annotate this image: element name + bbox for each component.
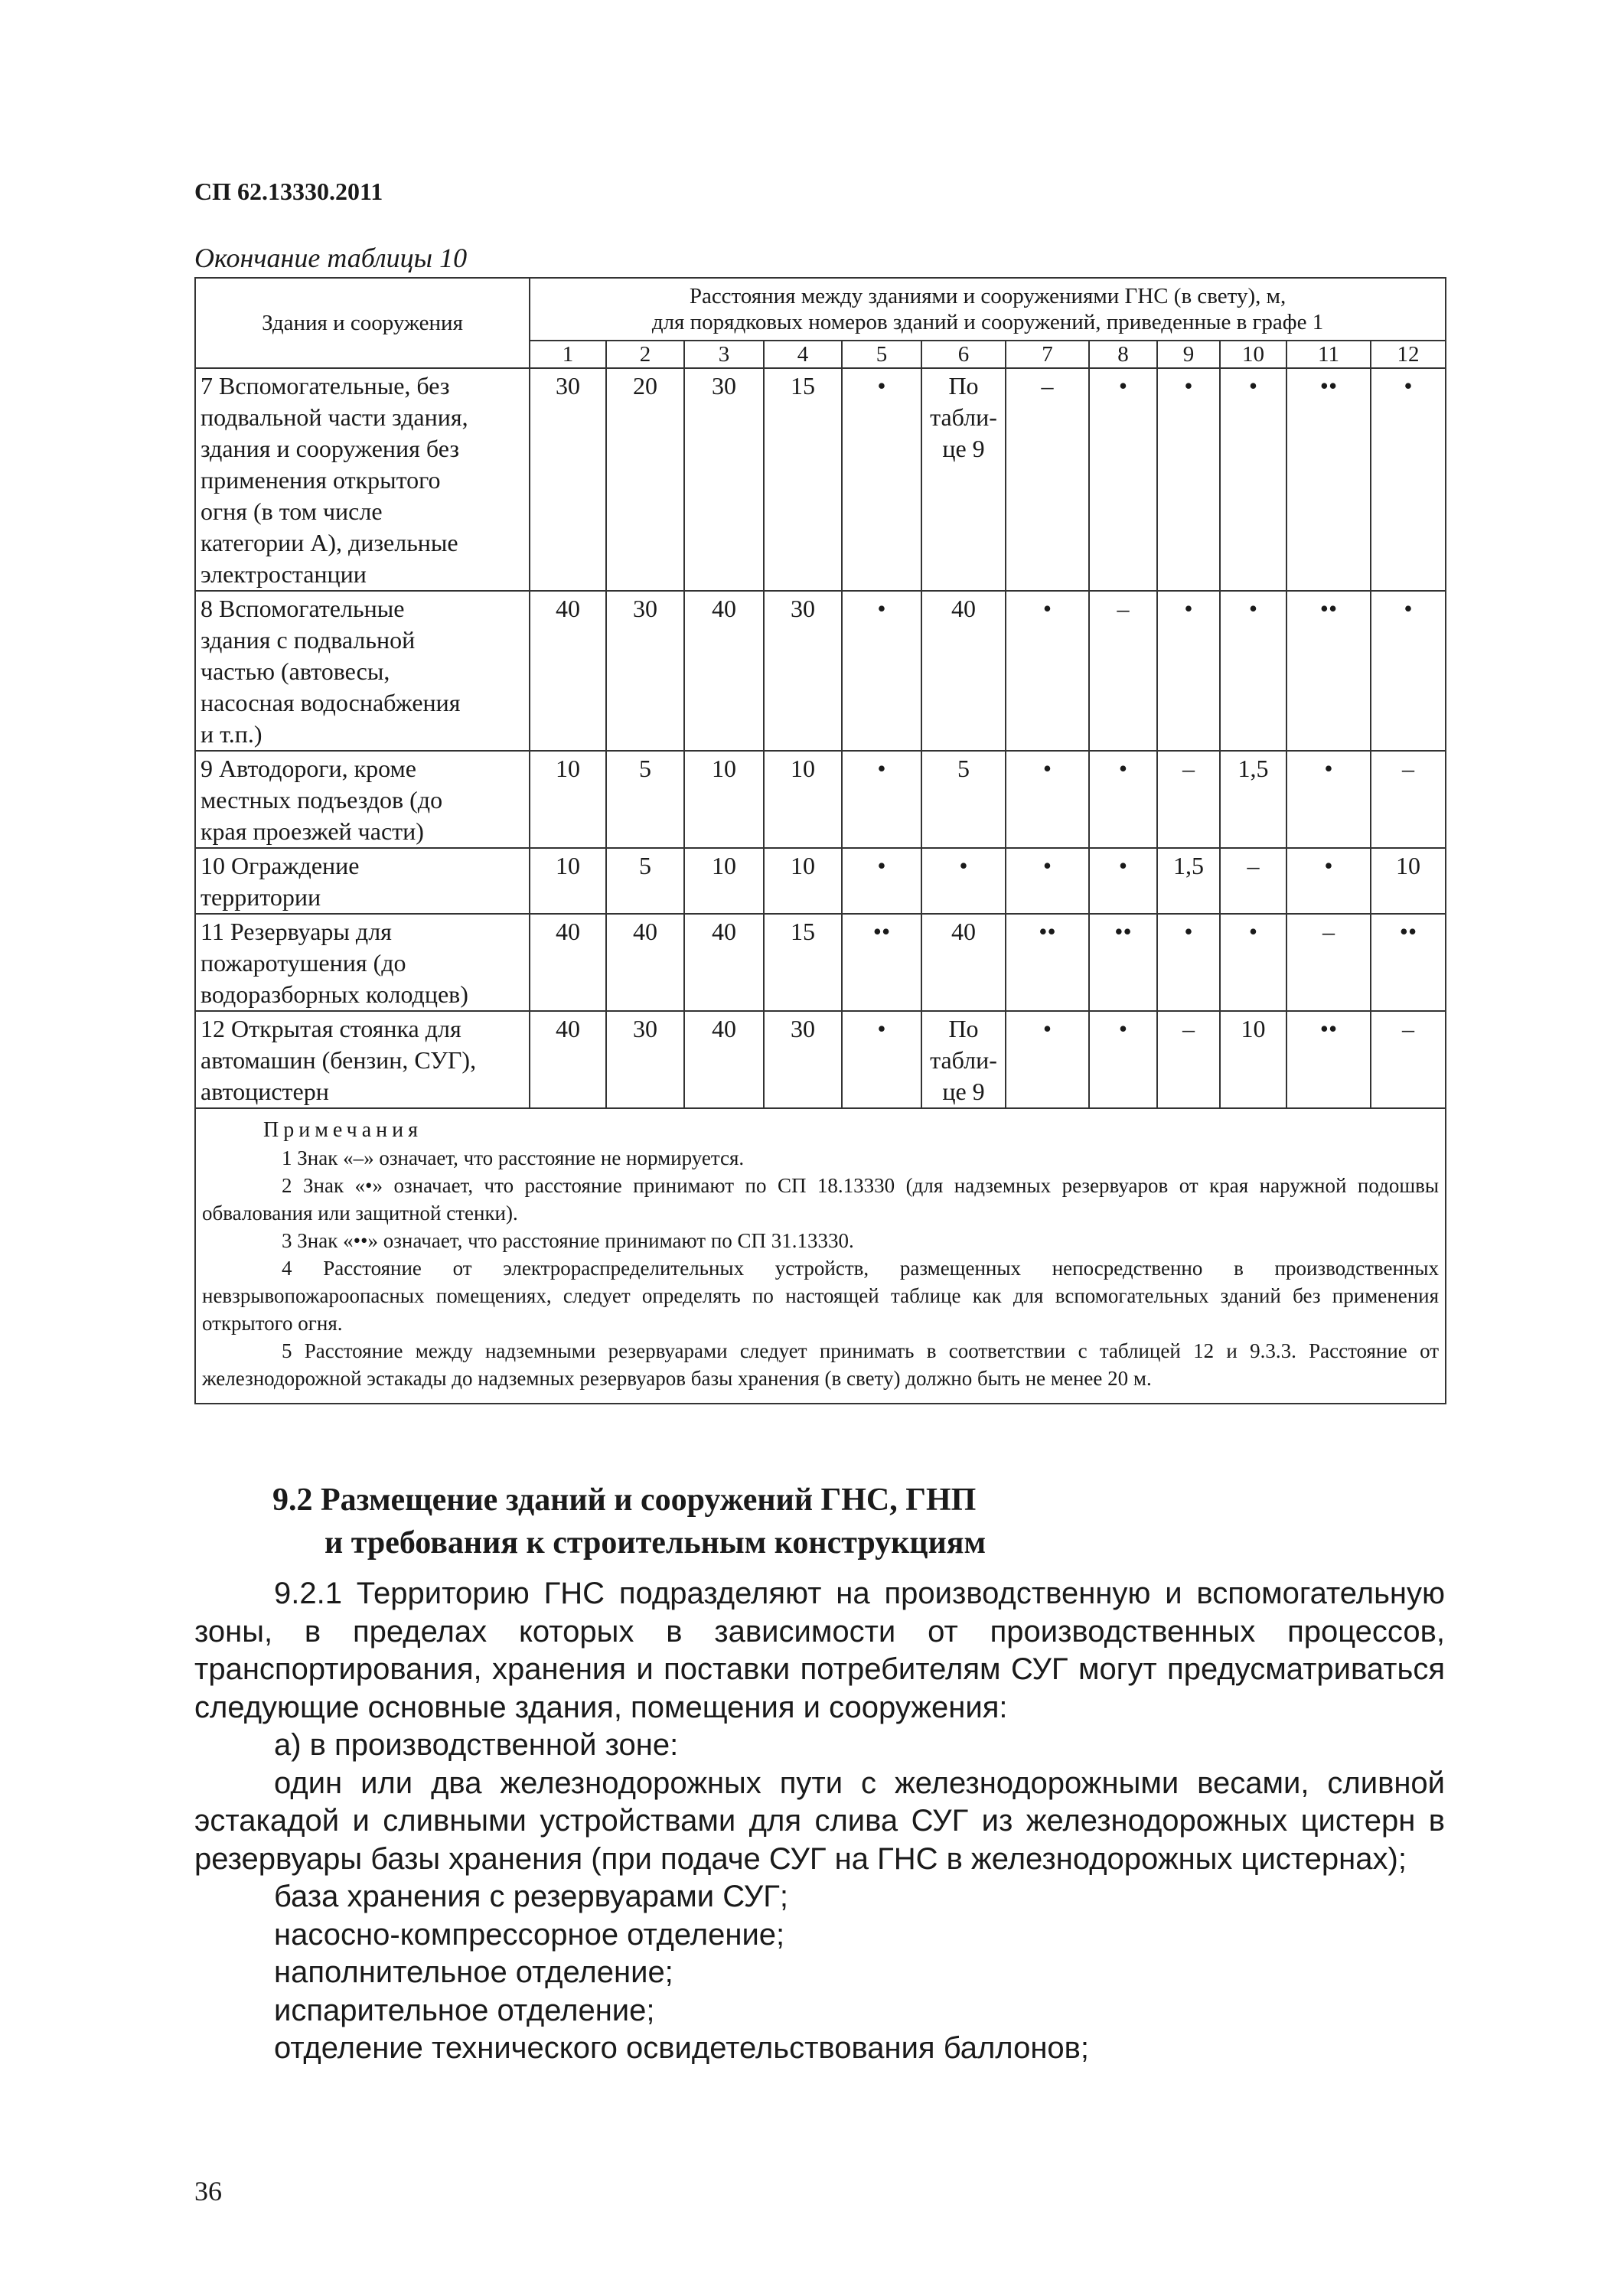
table-cell	[1157, 914, 1220, 1011]
table-cell	[1371, 848, 1446, 914]
row-label-line: категории А), дизельные	[201, 529, 458, 556]
cell-line: 30	[633, 595, 657, 622]
cell-line: 40	[951, 595, 976, 622]
table-cell	[764, 368, 842, 591]
table-cell	[1220, 848, 1286, 914]
cell-line: 10	[1241, 1015, 1266, 1042]
table-cell	[606, 368, 684, 591]
table-cell	[921, 848, 1006, 914]
column-number: 11	[1286, 341, 1371, 368]
cell-line: •	[1184, 595, 1193, 622]
cell-line: табли-	[930, 1046, 997, 1074]
table-cell	[1286, 848, 1371, 914]
cell-line: ••	[1319, 372, 1338, 400]
table-cell	[764, 1011, 842, 1108]
table-cell	[1371, 368, 1446, 591]
cell-line: •	[1324, 852, 1333, 879]
table-cell	[842, 1011, 921, 1108]
cell-line: ••	[1319, 1015, 1338, 1042]
table-cell	[1286, 591, 1371, 751]
cell-line: 10	[1396, 852, 1420, 879]
row-label	[195, 368, 530, 591]
cell-line: ••	[1039, 918, 1056, 945]
row-label-line: 11 Резервуары для	[201, 918, 392, 945]
table-cell	[684, 914, 764, 1011]
row-label	[195, 1011, 530, 1108]
table-cell	[842, 914, 921, 1011]
header-distances-line2: для порядковых номеров зданий и сооружений, приведенные в графе 1	[651, 310, 1324, 334]
table-cell	[1089, 914, 1157, 1011]
section-heading-line1: 9.2 Размещение зданий и сооружений ГНС, ГНП	[272, 1482, 977, 1518]
table-cell	[1286, 1011, 1371, 1108]
cell-line: •	[1042, 755, 1052, 782]
table-cell	[1089, 368, 1157, 591]
cell-line: •	[877, 1015, 886, 1042]
table-cell	[1089, 848, 1157, 914]
table-cell	[842, 591, 921, 751]
cell-line: •	[1184, 918, 1193, 945]
list-item: база хранения с резервуарами СУГ;	[274, 1880, 788, 1913]
cell-line: 5	[957, 755, 970, 782]
cell-line: 40	[712, 918, 736, 945]
table-cell	[530, 914, 606, 1011]
cell-line: –	[1182, 1015, 1195, 1042]
cell-line: •	[877, 372, 886, 400]
table-cell	[1220, 368, 1286, 591]
table-cell	[1157, 368, 1220, 591]
column-number: 2	[606, 341, 684, 368]
cell-line: 40	[712, 1015, 736, 1042]
cell-line: По	[948, 372, 979, 400]
row-label	[195, 914, 530, 1011]
section-heading-line2: и требования к строительным конструкциям	[324, 1525, 986, 1561]
cell-line: 40	[951, 918, 976, 945]
note: 4 Расстояние от электрораспределительных устройств, размещенных непосредственно в производственных невзрывопожароопасных помещениях, следует определять по настоящей таблице как для вспомогательных зданий без применения открытого огня.	[202, 1257, 1440, 1335]
section-heading	[272, 1479, 986, 1564]
table-cell	[1157, 591, 1220, 751]
notes-cell	[195, 1108, 1446, 1404]
row-label-line: частью (автовесы,	[201, 657, 390, 685]
cell-line: •	[1118, 1015, 1128, 1042]
cell-line: –	[1322, 918, 1335, 945]
table-cell	[921, 368, 1006, 591]
row-label-line: и т.п.)	[201, 720, 263, 748]
cell-line: –	[1402, 755, 1414, 782]
table-row	[195, 368, 1446, 591]
cell-line: •	[1324, 755, 1333, 782]
table-cell	[921, 591, 1006, 751]
header-distances-line1: Расстояния между зданиями и сооружениями ГНС (в свету), м,	[689, 284, 1286, 308]
row-label	[195, 591, 530, 751]
table-cell	[530, 848, 606, 914]
table-cell	[1220, 751, 1286, 848]
cell-line: ••	[872, 918, 891, 945]
table-header	[195, 278, 1446, 368]
table-cell	[764, 848, 842, 914]
row-label	[195, 848, 530, 914]
cell-line: •	[1118, 372, 1128, 400]
cell-line: –	[1041, 372, 1054, 400]
cell-line: ••	[1114, 918, 1132, 945]
row-label-line: автоцистерн	[201, 1078, 329, 1105]
table-body	[195, 368, 1446, 1108]
row-label-line: края проезжей части)	[201, 817, 424, 845]
cell-line: •	[1248, 595, 1258, 622]
cell-line: 10	[791, 852, 815, 879]
cell-line: 20	[633, 372, 657, 400]
cell-line: •	[959, 852, 968, 879]
row-label-line: здания и сооружения без	[201, 435, 459, 462]
row-label-line: электростанции	[201, 560, 367, 588]
paragraph: 9.2.1 Территорию ГНС подразделяют на производственную и вспомогательную зоны, в пределах которых в зависимости от производственных процессов, транспортирования, хранения и поставки потребителям СУГ могут предусматриваться следующие основные здания, помещения и сооружения:	[194, 1577, 1445, 1724]
table-cell	[842, 751, 921, 848]
table-caption: Окончание таблицы 10	[194, 243, 468, 273]
table-cell	[1371, 914, 1446, 1011]
table-cell	[764, 914, 842, 1011]
table-cell	[530, 591, 606, 751]
cell-line: 5	[639, 755, 651, 782]
cell-line: 40	[556, 1015, 580, 1042]
cell-line: –	[1182, 755, 1195, 782]
cell-line: 10	[556, 852, 580, 879]
column-number: 10	[1220, 341, 1286, 368]
cell-line: По	[948, 1015, 979, 1042]
cell-line: 40	[712, 595, 736, 622]
cell-line: це 9	[942, 435, 985, 462]
cell-line: •	[1042, 852, 1052, 879]
table-cell	[842, 848, 921, 914]
table-cell	[684, 848, 764, 914]
table-cell	[921, 751, 1006, 848]
list-item: наполнительное отделение;	[274, 1955, 673, 1989]
cell-line: –	[1402, 1015, 1414, 1042]
cell-line: табли-	[930, 403, 997, 431]
list-item: испарительное отделение;	[274, 1993, 655, 2027]
row-label-line: водоразборных колодцев)	[201, 980, 468, 1008]
table-cell	[1006, 591, 1089, 751]
cell-line: •	[1404, 372, 1413, 400]
column-number: 8	[1089, 341, 1157, 368]
note: 1 Знак «–» означает, что расстояние не нормируется.	[282, 1146, 745, 1169]
cell-line: –	[1247, 852, 1260, 879]
table-cell	[921, 914, 1006, 1011]
cell-line: 30	[712, 372, 736, 400]
cell-line: •	[1118, 852, 1128, 879]
column-number: 6	[921, 341, 1006, 368]
table-cell	[1220, 1011, 1286, 1108]
table-cell	[1089, 1011, 1157, 1108]
table-cell	[1220, 591, 1286, 751]
table-row	[195, 914, 1446, 1011]
table-cell	[1006, 914, 1089, 1011]
cell-line: –	[1117, 595, 1130, 622]
table-cell	[1006, 1011, 1089, 1108]
table-cell	[530, 368, 606, 591]
column-number: 1	[530, 341, 606, 368]
row-label-line: 8 Вспомогательные	[201, 595, 405, 622]
table-cell	[1286, 751, 1371, 848]
table-cell	[684, 368, 764, 591]
cell-line: ••	[1319, 595, 1338, 622]
table-cell	[684, 591, 764, 751]
paragraph: один или два железнодорожных пути с железнодорожными весами, сливной эстакадой и сливными устройствами для слива СУГ из железнодорожных цистерн в резервуары базы хранения (при подаче СУГ на ГНС в железнодорожных цистернах);	[194, 1766, 1445, 1876]
table-cell	[1157, 1011, 1220, 1108]
table-cell	[606, 591, 684, 751]
cell-line: 15	[791, 918, 815, 945]
table-cell	[842, 368, 921, 591]
page-number: 36	[194, 2176, 222, 2206]
cell-line: •	[1248, 918, 1258, 945]
distance-table	[194, 277, 1446, 1404]
table-cell	[1006, 848, 1089, 914]
row-label-line: 10 Ограждение	[201, 852, 360, 879]
notes-title: Примечания	[263, 1118, 423, 1142]
cell-line: 10	[556, 755, 580, 782]
cell-line: •	[1042, 595, 1052, 622]
cell-line: ••	[1399, 918, 1417, 945]
row-label-line: пожаротушения (до	[201, 949, 406, 977]
header-buildings: Здания и сооружения	[195, 278, 530, 368]
table-cell	[606, 1011, 684, 1108]
row-label-line: насосная водоснабжения	[201, 689, 461, 716]
table-cell	[764, 751, 842, 848]
table-cell	[764, 591, 842, 751]
column-number: 3	[684, 341, 764, 368]
table-cell	[684, 751, 764, 848]
row-label-line: применения открытого	[201, 466, 441, 494]
row-label-line: подвальной части здания,	[201, 403, 468, 431]
column-number: 4	[764, 341, 842, 368]
table-row	[195, 848, 1446, 914]
list-item: насосно-компрессорное отделение;	[274, 1917, 785, 1952]
cell-line: 40	[633, 918, 657, 945]
row-label-line: автомашин (бензин, СУГ),	[201, 1046, 477, 1074]
column-number: 9	[1157, 341, 1220, 368]
table-cell	[1157, 751, 1220, 848]
table-row	[195, 751, 1446, 848]
cell-line: •	[1118, 755, 1128, 782]
row-label-line: 9 Автодороги, кроме	[201, 755, 416, 782]
table-cell	[1006, 751, 1089, 848]
row-label	[195, 751, 530, 848]
cell-line: •	[1042, 1015, 1052, 1042]
table-cell	[1006, 368, 1089, 591]
table-cell	[606, 751, 684, 848]
table-cell	[1371, 591, 1446, 751]
cell-line: •	[877, 852, 886, 879]
note: 5 Расстояние между надземными резервуарами следует принимать в соответствии с таблицей 12 и 9.3.3. Расстояние от железнодорожной эстакады до надземных резервуаров базы хранения (в свету) должно быть не менее 20 м.	[202, 1339, 1440, 1390]
column-number: 12	[1371, 341, 1446, 368]
table-cell	[1371, 751, 1446, 848]
cell-line: 30	[791, 1015, 815, 1042]
table-row	[195, 591, 1446, 751]
table-cell	[684, 1011, 764, 1108]
row-label-line: 7 Вспомогательные, без	[201, 372, 450, 400]
table-notes	[195, 1108, 1446, 1404]
table-cell	[606, 914, 684, 1011]
section-body	[194, 1575, 1445, 2068]
row-label-line: здания с подвальной	[201, 626, 416, 654]
cell-line: 40	[556, 595, 580, 622]
cell-line: 30	[556, 372, 580, 400]
cell-line: •	[1184, 372, 1193, 400]
cell-line: 15	[791, 372, 815, 400]
cell-line: 5	[639, 852, 651, 879]
table-cell	[1286, 914, 1371, 1011]
cell-line: 10	[791, 755, 815, 782]
table-cell	[1089, 751, 1157, 848]
table-cell	[530, 751, 606, 848]
cell-line: •	[877, 595, 886, 622]
document-code: СП 62.13330.2011	[194, 178, 383, 205]
cell-line: 1,5	[1238, 755, 1269, 782]
table-cell	[1286, 368, 1371, 591]
note: 3 Знак «••» означает, что расстояние принимают по СП 31.13330.	[282, 1229, 854, 1252]
row-label-line: местных подъездов (до	[201, 786, 443, 814]
table-cell	[530, 1011, 606, 1108]
table-cell	[1089, 591, 1157, 751]
row-label-line: огня (в том числе	[201, 497, 383, 525]
row-label-line: 12 Открытая стоянка для	[201, 1015, 461, 1042]
table-cell	[606, 848, 684, 914]
cell-line: 30	[633, 1015, 657, 1042]
note: 2 Знак «•» означает, что расстояние принимают по СП 18.13330 (для надземных резервуаров от края наружной подошвы обвалования или защитной стенки).	[202, 1174, 1440, 1225]
subitem-heading: а) в производственной зоне:	[274, 1728, 679, 1762]
column-number: 5	[842, 341, 921, 368]
cell-line: 10	[712, 852, 736, 879]
cell-line: 10	[712, 755, 736, 782]
row-label-line: территории	[201, 883, 321, 911]
table-cell	[1157, 848, 1220, 914]
list-item: отделение технического освидетельствования баллонов;	[274, 2031, 1090, 2065]
header-distances	[530, 278, 1446, 341]
table-cell	[921, 1011, 1006, 1108]
table-cell	[1371, 1011, 1446, 1108]
cell-line: •	[1248, 372, 1258, 400]
cell-line: •	[1404, 595, 1413, 622]
cell-line: •	[877, 755, 886, 782]
cell-line: 40	[556, 918, 580, 945]
cell-line: 1,5	[1173, 852, 1204, 879]
column-number: 7	[1006, 341, 1089, 368]
table-row	[195, 1011, 1446, 1108]
table-cell	[1220, 914, 1286, 1011]
cell-line: це 9	[942, 1078, 985, 1105]
cell-line: 30	[791, 595, 815, 622]
